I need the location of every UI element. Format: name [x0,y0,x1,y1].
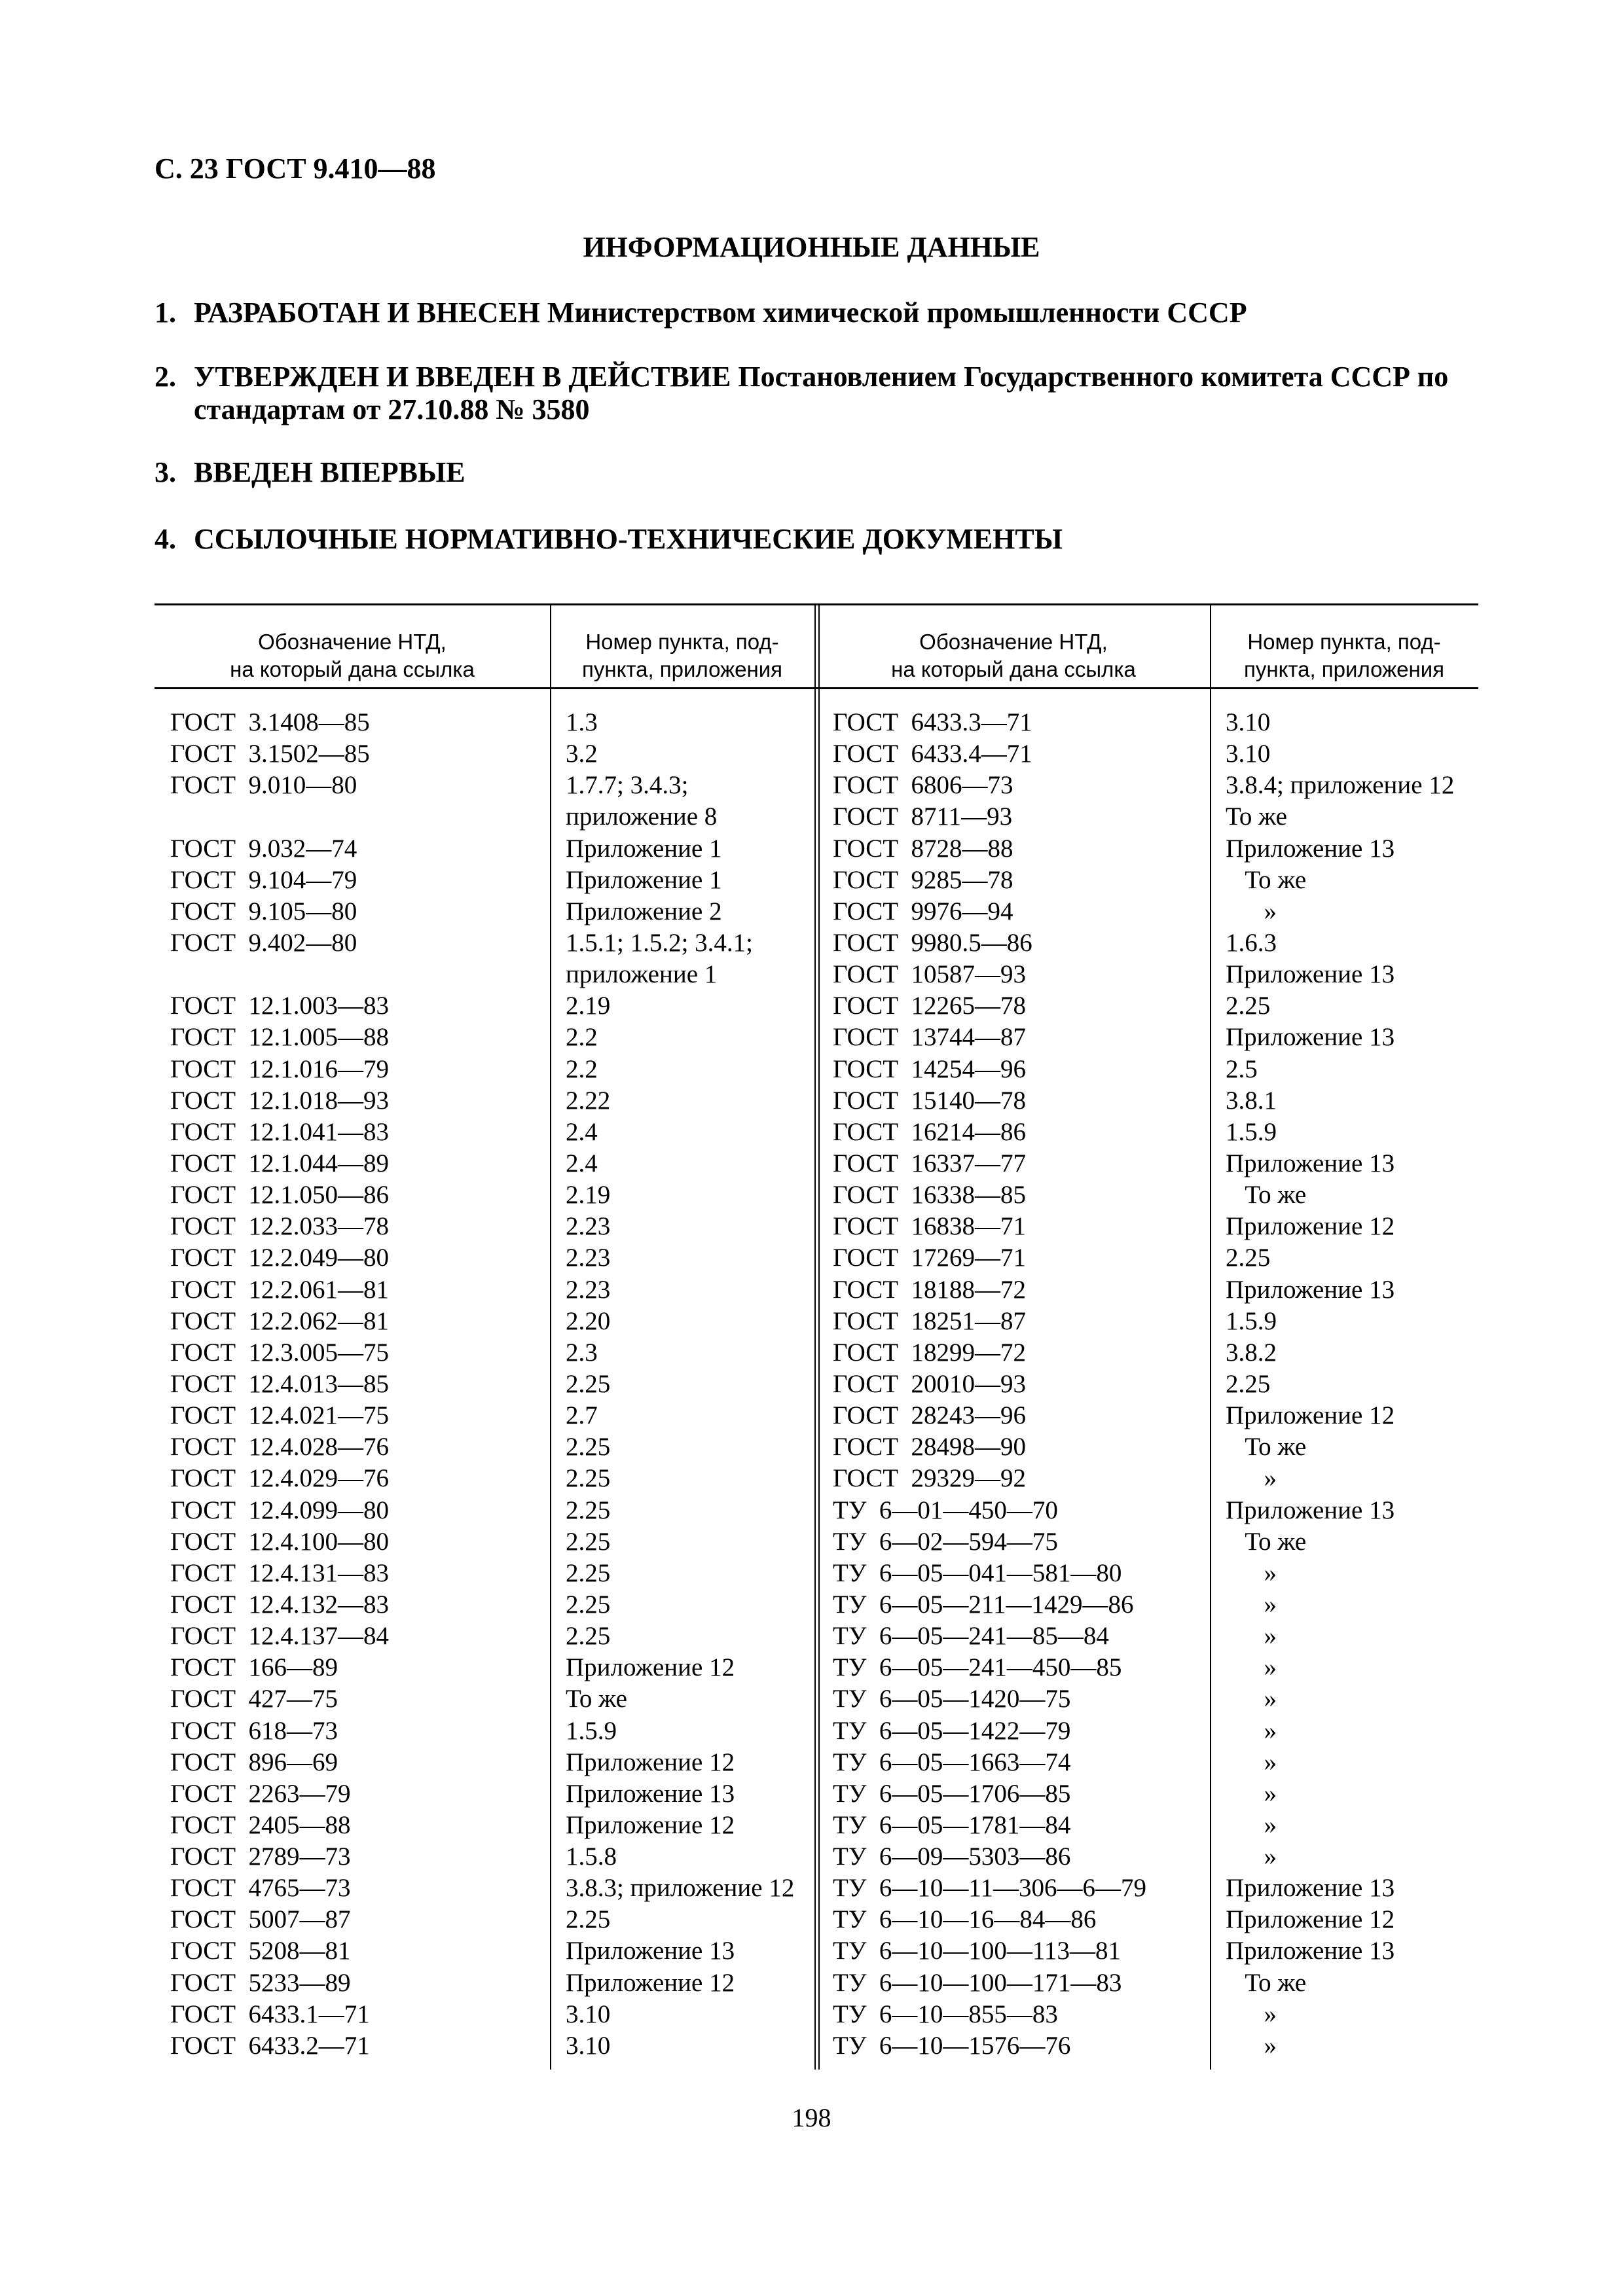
clause-cell: 3.8.2 [1226,1338,1277,1367]
column-double-divider [814,603,820,2070]
clause-cell: Приложение 13 [1226,1874,1395,1903]
clause-cell: Приложение 1 [566,834,722,863]
header-line: Номер пункта, под- [585,630,779,654]
designation-cell: ГОСТ 12.4.028—76 [170,1433,390,1462]
designation-cell: ГОСТ 8728—88 [833,834,1013,863]
designation-cell: ГОСТ 10587—93 [833,960,1027,989]
item-number: 4. [155,523,176,555]
clause-cell: » [1226,2031,1277,2060]
item-number: 1. [155,296,176,329]
clause-cell: 3.10 [566,2000,611,2028]
designation-cell: ГОСТ 12.1.018—93 [170,1086,390,1115]
designation-cell: ГОСТ 8711—93 [833,802,1013,831]
clause-cell: 3.8.3; приложение 12 [566,1874,795,1903]
item-2-continuation: стандартам от 27.10.88 № 3580 [194,393,590,425]
designation-cell: ГОСТ 12.2.033—78 [170,1212,390,1241]
clause-cell: Приложение 13 [566,1779,735,1808]
designation-cell: ГОСТ 12.1.005—88 [170,1023,390,1052]
clause-cell: 2.23 [566,1212,611,1241]
clause-cell: 2.25 [1226,992,1271,1020]
designation-cell: ГОСТ 12.1.041—83 [170,1117,390,1146]
designation-cell: ТУ 6—09—5303—86 [833,1842,1071,1871]
designation-cell: ГОСТ 9.032—74 [170,834,357,863]
clause-cell: То же [1226,865,1307,894]
designation-cell: ГОСТ 12.4.132—83 [170,1590,390,1619]
item-text: РАЗРАБОТАН И ВНЕСЕН Министерством химической промышленности СССР [194,296,1247,329]
designation-cell: ГОСТ 2263—79 [170,1779,351,1808]
designation-cell: ТУ 6—05—241—450—85 [833,1653,1122,1682]
clause-cell: Приложение 12 [1226,1212,1395,1241]
clause-cell: 2.25 [566,1433,611,1462]
header-line: Обозначение НТД, [919,630,1108,654]
designation-cell: ГОСТ 12.4.131—83 [170,1558,390,1587]
designation-cell: ТУ 6—05—1781—84 [833,1810,1071,1839]
clause-cell: Приложение 13 [566,1937,735,1965]
right-designation-list [833,707,1146,2062]
clause-cell: 1.5.8 [566,1842,617,1871]
clause-cell: То же [1226,1433,1307,1462]
clause-cell: приложение 1 [566,960,718,989]
clause-cell: То же [1226,1968,1307,1997]
designation-cell [170,801,389,833]
designation-cell: ТУ 6—05—1663—74 [833,1748,1071,1776]
header-line: пункта, приложения [581,657,783,681]
designation-cell: ГОСТ 18251—87 [833,1306,1027,1335]
designation-cell [170,959,389,990]
designation-cell: ТУ 6—05—211—1429—86 [833,1590,1134,1619]
header-designation-right [817,628,1210,683]
designation-cell: ГОСТ 12.1.044—89 [170,1149,390,1177]
clause-cell: 2.25 [1226,1244,1271,1272]
designation-cell: ГОСТ 5208—81 [170,1937,351,1965]
designation-cell: ТУ 6—02—594—75 [833,1527,1058,1556]
clause-cell: Приложение 13 [1226,1023,1395,1052]
clause-cell: 1.5.9 [566,1716,617,1745]
item-text: ВВЕДЕН ВПЕРВЫЕ [194,456,465,488]
designation-cell: ГОСТ 20010—93 [833,1369,1027,1398]
item-text: УТВЕРЖДЕН И ВВЕДЕН В ДЕЙСТВИЕ Постановлением Государственного комитета СССР по [194,361,1449,393]
clause-cell: 3.10 [1226,708,1271,736]
clause-cell: 1.3 [566,708,598,736]
references-table [155,603,1478,2070]
designation-cell: ГОСТ 427—75 [170,1685,338,1713]
clause-cell: » [1226,1716,1277,1745]
designation-cell: ГОСТ 9.402—80 [170,928,357,957]
clause-cell: 2.25 [566,1558,611,1587]
clause-cell: Приложение 13 [1226,1496,1395,1524]
item-4 [155,522,1063,556]
right-clause-list [1226,707,1454,2062]
designation-cell: ГОСТ 3.1502—85 [170,740,370,768]
column-divider [1210,603,1211,2070]
designation-cell: ГОСТ 9976—94 [833,897,1013,925]
designation-cell: ТУ 6—10—16—84—86 [833,1905,1097,1934]
clause-cell: 2.25 [566,1905,611,1934]
clause-cell: 1.6.3 [1226,928,1277,957]
clause-cell: 2.22 [566,1086,611,1115]
designation-cell: ГОСТ 6433.3—71 [833,708,1032,736]
clause-cell: То же [1226,802,1287,831]
header-line: на который дана ссылка [230,657,475,681]
item-2 [155,360,1448,393]
column-divider [550,603,551,2070]
designation-cell: ГОСТ 9.010—80 [170,771,357,800]
clause-cell: 1.5.9 [1226,1117,1277,1146]
designation-cell: ГОСТ 2789—73 [170,1842,351,1871]
clause-cell: 2.25 [566,1527,611,1556]
designation-cell: ГОСТ 9.104—79 [170,865,357,894]
designation-cell: ГОСТ 166—89 [170,1653,338,1682]
clause-cell: 3.2 [566,740,598,768]
designation-cell: ГОСТ 12265—78 [833,992,1027,1020]
clause-cell: Приложение 13 [1226,1149,1395,1177]
running-head: С. 23 ГОСТ 9.410—88 [155,152,436,185]
page-title: ИНФОРМАЦИОННЫЕ ДАННЫЕ [583,231,1040,263]
clause-cell: 2.25 [1226,1369,1271,1398]
designation-cell: ГОСТ 3.1408—85 [170,708,370,736]
designation-cell: ГОСТ 2405—88 [170,1810,351,1839]
clause-cell: » [1226,1685,1277,1713]
clause-cell: Приложение 12 [566,1968,735,1997]
designation-cell: ТУ 6—05—241—85—84 [833,1622,1109,1651]
designation-cell: ГОСТ 14254—96 [833,1054,1027,1083]
clause-cell: приложение 8 [566,802,718,831]
clause-cell: 3.10 [1226,740,1271,768]
clause-cell: 3.8.4; приложение 12 [1226,771,1455,800]
clause-cell: » [1226,1622,1277,1651]
clause-cell: » [1226,1779,1277,1808]
clause-cell: 2.25 [566,1464,611,1493]
clause-cell: То же [1226,1181,1307,1210]
designation-cell: ГОСТ 12.4.013—85 [170,1369,390,1398]
designation-cell: ГОСТ 5007—87 [170,1905,351,1934]
designation-cell: ГОСТ 6433.2—71 [170,2031,370,2060]
designation-cell: ГОСТ 12.2.049—80 [170,1244,390,1272]
designation-cell: ГОСТ 18188—72 [833,1275,1027,1304]
clause-cell: 2.2 [566,1054,598,1083]
clause-cell: 2.4 [566,1117,598,1146]
clause-cell: Приложение 13 [1226,960,1395,989]
page-number: 198 [792,2103,831,2132]
designation-cell: ТУ 6—01—450—70 [833,1496,1058,1524]
designation-cell: ГОСТ 13744—87 [833,1023,1027,1052]
clause-cell: 2.7 [566,1401,598,1430]
clause-cell: 2.25 [566,1496,611,1524]
clause-cell: 2.23 [566,1275,611,1304]
left-designation-list [170,707,389,2062]
clause-cell: Приложение 12 [1226,1401,1395,1430]
item-1 [155,296,1247,329]
clause-cell: » [1226,2000,1277,2028]
clause-cell: 2.23 [566,1244,611,1272]
designation-cell: ГОСТ 12.4.100—80 [170,1527,390,1556]
designation-cell: ГОСТ 16214—86 [833,1117,1027,1146]
designation-cell: ГОСТ 12.3.005—75 [170,1338,390,1367]
designation-cell: ГОСТ 6806—73 [833,771,1013,800]
item-3 [155,456,465,489]
designation-cell: ТУ 6—05—1420—75 [833,1685,1071,1713]
clause-cell: 2.20 [566,1306,611,1335]
clause-cell: » [1226,1464,1277,1493]
designation-cell: ГОСТ 12.4.099—80 [170,1496,390,1524]
designation-cell: ГОСТ 12.2.062—81 [170,1306,390,1335]
designation-cell: ГОСТ 12.1.016—79 [170,1054,390,1083]
clause-cell: 3.10 [566,2031,611,2060]
clause-cell: » [1226,1653,1277,1682]
header-clause-left [550,628,814,683]
clause-cell: » [1226,897,1277,925]
clause-cell: » [1226,1810,1277,1839]
designation-cell: ТУ 6—05—1706—85 [833,1779,1071,1808]
designation-cell: ГОСТ 618—73 [170,1716,338,1745]
clause-cell: 2.4 [566,1149,598,1177]
clause-cell: 2.25 [566,1622,611,1651]
designation-cell: ГОСТ 18299—72 [833,1338,1027,1367]
clause-cell: 2.2 [566,1023,598,1052]
designation-cell: ГОСТ 12.1.050—86 [170,1181,390,1210]
designation-cell: ТУ 6—10—11—306—6—79 [833,1874,1146,1903]
header-line: Обозначение НТД, [258,630,447,654]
header-line: Номер пункта, под- [1247,630,1441,654]
designation-cell: ГОСТ 9.105—80 [170,897,357,925]
clause-cell: Приложение 13 [1226,1937,1395,1965]
designation-cell: ГОСТ 6433.4—71 [833,740,1032,768]
designation-cell: ГОСТ 12.4.137—84 [170,1622,390,1651]
designation-cell: ГОСТ 12.2.061—81 [170,1275,390,1304]
header-line: на который дана ссылка [891,657,1136,681]
designation-cell: ТУ 6—10—1576—76 [833,2031,1071,2060]
designation-cell: ТУ 6—10—100—113—81 [833,1937,1121,1965]
designation-cell: ГОСТ 17269—71 [833,1244,1027,1272]
clause-cell: » [1226,1558,1277,1587]
left-clause-list [566,707,794,2062]
clause-cell: 3.8.1 [1226,1086,1277,1115]
designation-cell: ГОСТ 16338—85 [833,1181,1027,1210]
item-text: ССЫЛОЧНЫЕ НОРМАТИВНО-ТЕХНИЧЕСКИЕ ДОКУМЕНТЫ [194,523,1063,555]
designation-cell: ГОСТ 12.1.003—83 [170,992,390,1020]
designation-cell: ГОСТ 29329—92 [833,1464,1027,1493]
clause-cell: 2.25 [566,1369,611,1398]
designation-cell: ТУ 6—05—041—581—80 [833,1558,1122,1587]
header-line: пункта, приложения [1243,657,1445,681]
designation-cell: ГОСТ 12.4.021—75 [170,1401,390,1430]
clause-cell: Приложение 12 [566,1810,735,1839]
clause-cell: 1.5.1; 1.5.2; 3.4.1; [566,928,754,957]
designation-cell: ГОСТ 6433.1—71 [170,2000,370,2028]
designation-cell: ТУ 6—05—1422—79 [833,1716,1071,1745]
designation-cell: ТУ 6—10—855—83 [833,2000,1058,2028]
clause-cell: 2.25 [566,1590,611,1619]
designation-cell: ГОСТ 15140—78 [833,1086,1027,1115]
clause-cell: 1.5.9 [1226,1306,1277,1335]
designation-cell: ГОСТ 16337—77 [833,1149,1027,1177]
clause-cell: То же [1226,1527,1307,1556]
header-designation-left [155,628,550,683]
designation-cell: ГОСТ 9980.5—86 [833,928,1032,957]
designation-cell: ГОСТ 5233—89 [170,1968,351,1997]
designation-cell: ГОСТ 28243—96 [833,1401,1027,1430]
clause-cell: Приложение 2 [566,897,722,925]
clause-cell: То же [566,1685,627,1713]
designation-cell: ГОСТ 12.4.029—76 [170,1464,390,1493]
clause-cell: 2.19 [566,1181,611,1210]
designation-cell: ГОСТ 16838—71 [833,1212,1027,1241]
designation-cell: ГОСТ 28498—90 [833,1433,1027,1462]
clause-cell: Приложение 13 [1226,1275,1395,1304]
clause-cell: Приложение 12 [1226,1905,1395,1934]
designation-cell: ТУ 6—10—100—171—83 [833,1968,1122,1997]
designation-cell: ГОСТ 896—69 [170,1748,338,1776]
item-number: 3. [155,456,176,488]
clause-cell: » [1226,1590,1277,1619]
clause-cell: Приложение 12 [566,1748,735,1776]
clause-cell: 2.5 [1226,1054,1258,1083]
clause-cell: Приложение 13 [1226,834,1395,863]
clause-cell: Приложение 1 [566,865,722,894]
item-number: 2. [155,361,176,393]
clause-cell: 1.7.7; 3.4.3; [566,771,689,800]
designation-cell: ГОСТ 4765—73 [170,1874,351,1903]
clause-cell: » [1226,1842,1277,1871]
designation-cell: ГОСТ 9285—78 [833,865,1013,894]
header-clause-right [1210,628,1478,683]
clause-cell: Приложение 12 [566,1653,735,1682]
clause-cell: » [1226,1748,1277,1776]
clause-cell: 2.19 [566,992,611,1020]
clause-cell: 2.3 [566,1338,598,1367]
